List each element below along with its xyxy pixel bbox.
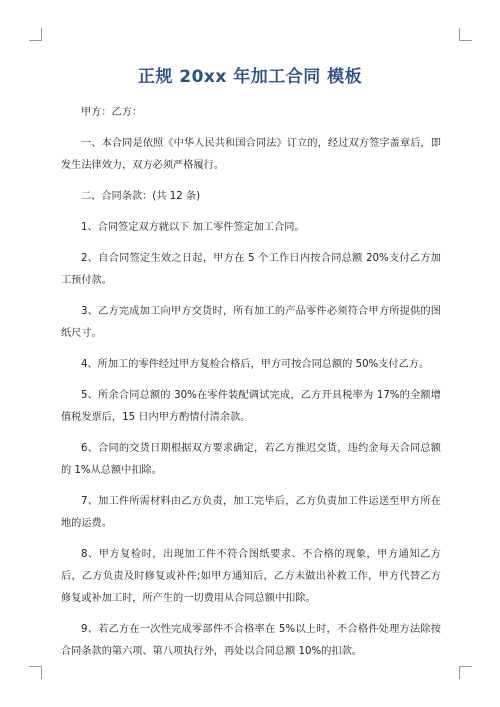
clause-item-3: 3、乙方完成加工向甲方交货时，所有加工的产品零件必须符合甲方所提供的图纸尺寸。 [61, 306, 441, 339]
clause-terms-heading: 二、合同条款：(共 12 条) [81, 191, 201, 202]
clause-item-9: 9、若乙方在一次性完成零部件不合格率在 5%以上时，不合格件处理方法除按合同条款的第六项、第八项执行外，再处以合同总额 10%的扣款。 [61, 624, 441, 657]
clause-item-8: 8、甲方复检时，出现加工件不符合图纸要求、不合格的现象，甲方通知乙方后，乙方负责及时修复或补件;如甲方通知后，乙方未做出补救工作，甲方代替乙方修复或补加工时，所产生的一切费用从合同总额中扣除。 [61, 549, 441, 604]
page-corner-mark-bottom-right [459, 666, 472, 679]
clause-item-6: 6、合同的交货日期根据双方要求确定，若乙方推迟交货，违约金每天合同总额的 1%从总额中扣除。 [61, 443, 441, 476]
clause-item-7: 7、加工件所需材料由乙方负责，加工完毕后，乙方负责加工件运送至甲方所在地的运费。 [61, 496, 441, 529]
page-corner-mark-top-right [459, 28, 472, 41]
clause-item-5: 5、所余合同总额的 30%在零件装配调试完成，乙方开具税率为 17%的全额增值税发票后，15 日内甲方酌情付清余款。 [61, 390, 441, 423]
document-body [61, 102, 441, 672]
party-line: 甲方：乙方： [81, 107, 143, 118]
page-corner-mark-top-left [29, 28, 42, 41]
clause-item-2: 2、自合同签定生效之日起，甲方在 5 个工作日内按合同总额 20%支付乙方加工预付款。 [61, 253, 441, 286]
page-corner-mark-bottom-left [29, 666, 42, 679]
clause-item-1: 1、合同签定双方就以下 加工零件签定加工合同。 [81, 222, 305, 233]
clause-item-4: 4、所加工的零件经过甲方复检合格后，甲方可按合同总额的 50%支付乙方。 [81, 359, 430, 370]
clause-intro: 一、本合同是依照《中华人民共和国合同法》订立的，经过双方签字盖章后，即发生法律效力，双方必须严格履行。 [61, 138, 441, 171]
document-title: 正规 20xx 年加工合同 模板 [137, 67, 363, 87]
